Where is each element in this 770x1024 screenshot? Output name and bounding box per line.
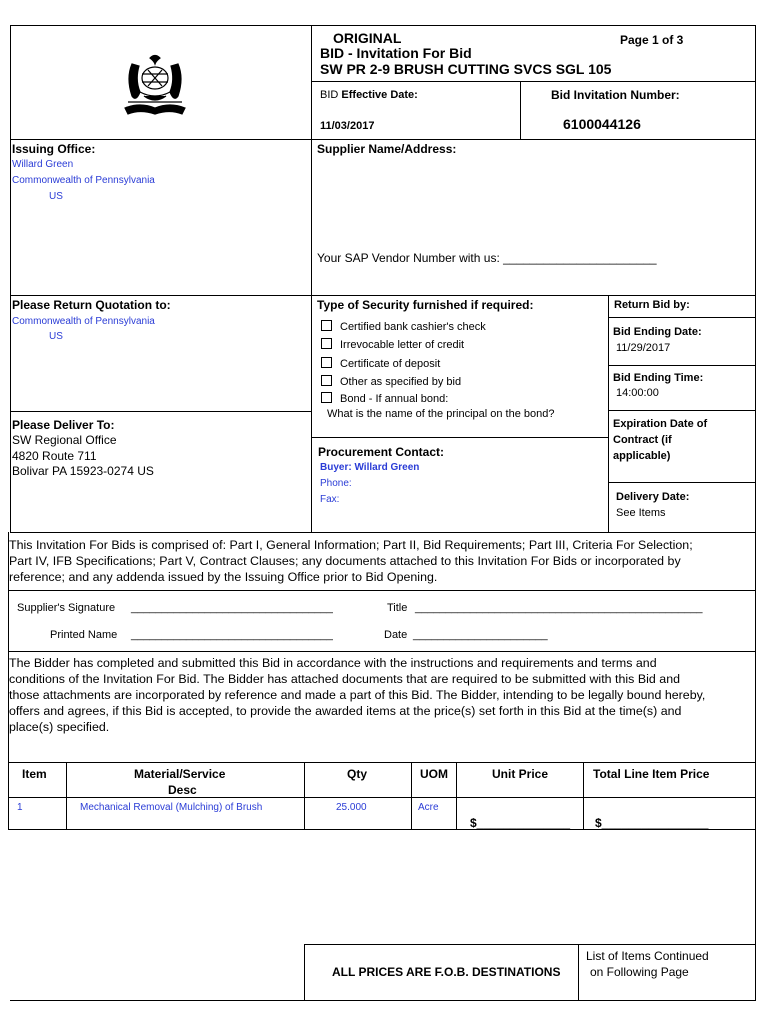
printed-name-field[interactable]: _________________________________ (131, 629, 333, 641)
date-label: Date (384, 629, 408, 641)
divider (311, 81, 756, 82)
frame-right (755, 25, 756, 1000)
divider (608, 482, 756, 483)
divider (578, 944, 579, 1000)
bid-title: BID - Invitation For Bid (320, 45, 472, 61)
issuing-office-country: US (49, 191, 63, 202)
divider (608, 365, 756, 366)
bid-ending-date-label: Bid Ending Date: (613, 326, 702, 338)
fob-destinations-note: ALL PRICES ARE F.O.B. DESTINATIONS (332, 965, 561, 979)
page-number: Page 1 of 3 (620, 33, 684, 47)
deliver-to-line: 4820 Route 711 (12, 449, 97, 463)
divider (66, 762, 67, 829)
checkbox-icon[interactable] (321, 320, 332, 331)
column-header-item: Item (22, 767, 47, 781)
delivery-date-value: See Items (616, 507, 666, 519)
checkbox-icon[interactable] (321, 338, 332, 349)
security-option[interactable] (321, 320, 486, 333)
divider (10, 411, 312, 412)
issuing-office-label: Issuing Office: (12, 142, 96, 156)
bidder-paragraph-line: conditions of the Invitation For Bid. The Bidder has attached documents that are required to be submitted with this Bid and (9, 672, 681, 686)
security-option-label: Certified bank cashier's check (340, 321, 486, 333)
frame-top (10, 25, 756, 26)
security-option[interactable] (321, 392, 448, 405)
expiration-date-label: applicable) (613, 450, 671, 462)
items-continued-note: on Following Page (590, 965, 689, 979)
issuing-office-name: Willard Green (12, 159, 74, 170)
bid-subject: SW PR 2-9 BRUSH CUTTING SVCS SGL 105 (320, 61, 612, 77)
sap-vendor-number-field[interactable]: Your SAP Vendor Number with us: _______________________ (317, 251, 657, 265)
divider (411, 762, 412, 829)
table-row-qty: 25.000 (336, 802, 367, 813)
divider (311, 295, 312, 532)
divider (8, 797, 756, 798)
divider (311, 25, 312, 295)
bid-ending-date: 11/29/2017 (616, 342, 671, 354)
expiration-date-label: Contract (if (613, 434, 672, 446)
intro-paragraph-line: reference; and any addenda issued by the Issuing Office prior to Bid Opening. (9, 570, 438, 584)
divider (8, 590, 756, 591)
table-row-item: 1 (17, 802, 23, 813)
divider (311, 437, 609, 438)
security-option[interactable] (321, 357, 440, 370)
return-bid-label: Return Bid by: (614, 299, 690, 311)
title-field[interactable]: _______________________________________________ (415, 602, 703, 614)
intro-paragraph-line: Part IV, IFB Specifications; Part V, Contract Clauses; any documents attached to this Invitation For Bids or incorporated by (9, 554, 681, 568)
fax-label: Fax: (320, 494, 340, 505)
deliver-to-label: Please Deliver To: (12, 418, 115, 432)
intro-paragraph-line: This Invitation For Bids is comprised of: Part I, General Information; Part II, Bid Requirements; Part III, Criteria For Selection; (9, 538, 693, 552)
table-row-description: Mechanical Removal (Mulching) of Brush (80, 802, 263, 813)
bidder-paragraph-line: place(s) specified. (9, 720, 110, 734)
phone-label: Phone: (320, 478, 352, 489)
security-option-label: Other as specified by bid (340, 376, 462, 388)
column-header-qty: Qty (347, 767, 368, 781)
column-header-material-desc: Desc (168, 783, 197, 797)
supplier-signature-field[interactable]: _________________________________ (131, 602, 333, 614)
return-quotation-label: Please Return Quotation to: (12, 298, 171, 312)
divider (583, 762, 584, 829)
divider (10, 139, 756, 140)
divider (608, 410, 756, 411)
divider (608, 295, 609, 532)
deliver-to-line: SW Regional Office (12, 433, 117, 447)
return-quotation-org: Commonwealth of Pennsylvania (12, 316, 155, 327)
issuing-office-org: Commonwealth of Pennsylvania (12, 175, 155, 186)
divider (304, 944, 756, 945)
document-type: ORIGINAL (333, 30, 402, 46)
security-option-label: Bond - If annual bond: (340, 393, 449, 405)
title-label: Title (387, 602, 408, 614)
checkbox-icon[interactable] (321, 375, 332, 386)
column-header-unit-price: Unit Price (492, 767, 549, 781)
checkbox-icon[interactable] (321, 392, 332, 403)
total-price-field[interactable]: $________________ (595, 816, 709, 830)
security-type-label: Type of Security furnished if required: (317, 298, 534, 312)
security-option[interactable] (321, 375, 461, 388)
expiration-date-label: Expiration Date of (613, 418, 708, 430)
security-option-label: Certificate of deposit (340, 358, 441, 370)
divider (10, 295, 756, 296)
bid-invitation-number-label: Bid Invitation Number: (551, 88, 680, 102)
divider (520, 81, 521, 139)
divider (10, 532, 756, 533)
bid-invitation-number: 6100044126 (563, 116, 641, 132)
deliver-to-line: Bolivar PA 15923-0274 US (12, 464, 154, 478)
divider (8, 762, 756, 763)
divider (8, 651, 756, 652)
divider (304, 762, 305, 829)
bid-ending-time: 14:00:00 (616, 387, 659, 399)
bidder-paragraph-line: those attachments are incorporated by reference and made a part of this Bid. The Bidder, intending to be legally bound hereby, (9, 688, 706, 702)
divider (608, 317, 756, 318)
commonwealth-seal-icon (120, 52, 190, 118)
bidder-paragraph-line: offers and agrees, if this Bid is accepted, to provide the awarded items at the price(s) set forth in this Bid at the time(s) and (9, 704, 682, 718)
principal-question: What is the name of the principal on the bond? (327, 408, 555, 420)
effective-date-value: 11/03/2017 (320, 120, 375, 132)
procurement-contact-label: Procurement Contact: (318, 445, 445, 459)
frame-bottom (10, 1000, 756, 1001)
supplier-signature-label: Supplier's Signature (17, 602, 116, 614)
security-option-label: Irrevocable letter of credit (340, 339, 465, 351)
column-header-material: Material/Service (134, 767, 226, 781)
divider (456, 762, 457, 829)
unit-price-field[interactable]: $______________ (470, 816, 571, 830)
frame-left (10, 25, 11, 532)
bidder-paragraph-line: The Bidder has completed and submitted this Bid in accordance with the instructions and requirements and terms and (9, 656, 657, 670)
delivery-date-label: Delivery Date: (616, 491, 690, 503)
bid-ending-time-label: Bid Ending Time: (613, 372, 704, 384)
divider (304, 944, 305, 1000)
effective-date-label-prefix: BID (320, 89, 339, 101)
printed-name-label: Printed Name (50, 629, 118, 641)
buyer-name: Buyer: Willard Green (320, 462, 420, 473)
table-row-uom: Acre (418, 802, 439, 813)
items-continued-note: List of Items Continued (586, 949, 709, 963)
date-field[interactable]: ______________________ (413, 629, 548, 641)
checkbox-icon[interactable] (321, 357, 332, 368)
security-option[interactable] (321, 338, 464, 351)
supplier-label: Supplier Name/Address: (317, 142, 457, 156)
effective-date-label-suffix: Effective Date: (341, 89, 418, 101)
effective-date-label (320, 89, 418, 101)
return-quotation-country: US (49, 331, 63, 342)
column-header-total: Total Line Item Price (593, 767, 710, 781)
column-header-uom: UOM (420, 767, 448, 781)
